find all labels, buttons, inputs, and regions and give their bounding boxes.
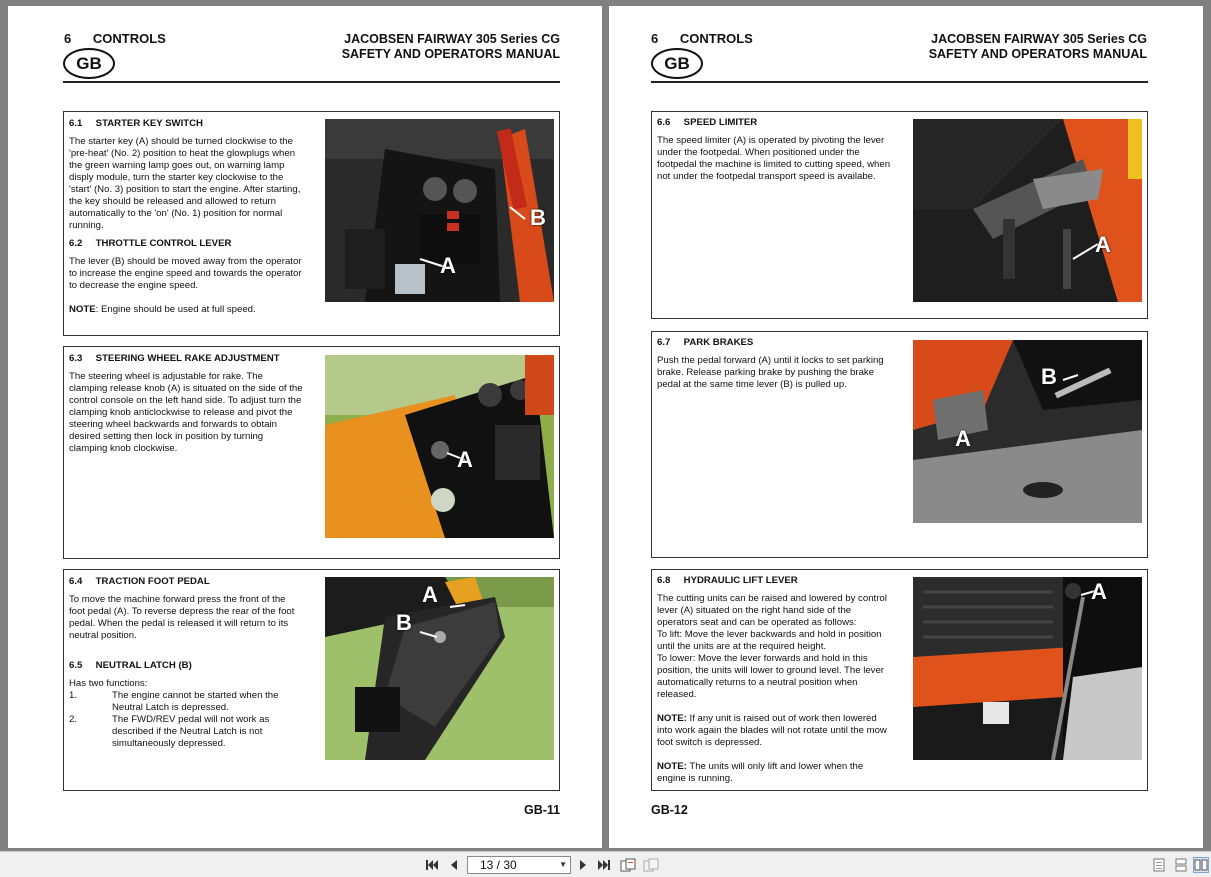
section-box-6-7 <box>651 331 1148 558</box>
section-heading-6-7: 6.7 PARK BRAKES <box>657 337 754 348</box>
page-gb-11 <box>8 6 602 848</box>
photo-label-b: B <box>1041 364 1057 389</box>
section-box-6-4 <box>63 569 560 791</box>
header-rule <box>63 81 560 83</box>
photo-steering-wheel-rake <box>325 355 554 538</box>
photo-label-b: B <box>530 205 546 230</box>
photo-label-a: A <box>457 447 473 472</box>
pages-view-icon <box>620 858 636 872</box>
page-indicator: 13 / 30 <box>480 858 517 872</box>
section-heading-6-4: 6.4 TRACTION FOOT PEDAL <box>69 576 210 587</box>
section-heading-6-3: 6.3 STEERING WHEEL RAKE ADJUSTMENT <box>69 353 280 364</box>
section-body-6-8: The cutting units can be raised and lowered by control lever (A) situated on the right hand side of the operators seat and can be operated as follows: <box>657 593 887 628</box>
note-label: NOTE: <box>657 761 687 772</box>
section-text <box>657 117 891 189</box>
continuous-pages-icon <box>1175 858 1187 872</box>
header-rule <box>651 81 1148 83</box>
section-text <box>69 353 303 461</box>
note-text: The units will only lift and lower when the engine is running. <box>657 761 864 784</box>
gb-badge: GB <box>651 48 703 79</box>
manual-title <box>240 32 560 62</box>
list-text: The engine cannot be started when the Neutral Latch is depressed. <box>112 690 279 713</box>
fit-width-button[interactable] <box>620 857 636 873</box>
list-item <box>69 714 303 750</box>
facing-pages-icon <box>1194 858 1208 872</box>
list-number: 1. <box>69 690 78 701</box>
chapter-heading: 6 CONTROLS <box>651 31 753 46</box>
photo-label-a: A <box>440 253 456 278</box>
photo-starter-key-switch <box>325 119 554 302</box>
section-heading-6-1: 6.1 STARTER KEY SWITCH <box>69 118 203 129</box>
section-text <box>657 337 891 397</box>
page-gb-12 <box>609 6 1203 848</box>
note-text: : Engine should be used at full speed. <box>95 304 256 315</box>
section-body-6-1: The starter key (A) should be turned clockwise to the 'pre-heat' (No. 2) position to heat the glowplugs when the green warning lamp goes out, on warning lamp disply module, turn the starter key clockwise to the 'start' (No. 3) position to start the engine. After starting, the key should be released and allowed to return automatically to the 'on' (No. 1) position for normal running. <box>69 136 301 231</box>
skip-first-icon <box>425 859 439 871</box>
continuous-view-button[interactable] <box>1173 857 1189 873</box>
viewer-toolbar <box>0 851 1211 877</box>
skip-last-icon <box>597 859 611 871</box>
photo-traction-foot-pedal <box>325 577 554 760</box>
single-page-view-button[interactable] <box>1151 857 1167 873</box>
manual-title-line1: JACOBSEN FAIRWAY 305 Series CG <box>931 32 1147 46</box>
manual-title-line1: JACOBSEN FAIRWAY 305 Series CG <box>344 32 560 46</box>
first-page-button[interactable] <box>424 857 440 873</box>
section-body-6-7: Push the pedal forward (A) until it locks to set parking brake. Release parking brake by pushing the brake pedal at the same time lever (B) is pulled up. <box>657 355 884 390</box>
photo-speed-limiter <box>913 119 1142 302</box>
photo-label-a: A <box>955 426 971 451</box>
note-label: NOTE <box>69 304 96 315</box>
section-heading-6-8: 6.8 HYDRAULIC LIFT LEVER <box>657 575 798 586</box>
manual-title-line2: SAFETY AND OPERATORS MANUAL <box>928 47 1147 61</box>
triangle-left-icon <box>449 859 459 871</box>
photo-label-b: B <box>396 610 412 635</box>
section-heading-6-5: 6.5 NEUTRAL LATCH (B) <box>69 660 192 671</box>
manual-title-line2: SAFETY AND OPERATORS MANUAL <box>341 47 560 61</box>
manual-title <box>827 32 1147 62</box>
fit-page-button[interactable] <box>643 857 659 873</box>
section-body-6-6: The speed limiter (A) is operated by pivoting the lever under the footpedal. When positioned under the footpedal the machine is limited to cutting speed, when not under the footpedal transport speed is availabe. <box>657 135 891 182</box>
section-intro-6-5: Has two functions: <box>69 678 148 689</box>
photo-hydraulic-lift-lever <box>913 577 1142 760</box>
note-6-2 <box>69 304 303 316</box>
section-text <box>657 575 891 791</box>
list-text: The FWD/REV pedal will not work as described if the Neutral Latch is not simultaneously depressed. <box>112 714 270 749</box>
section-lift-6-8: To lift: Move the lever backwards and hold in position until the units are at the required height. <box>657 629 882 652</box>
photo-label-a: A <box>422 582 438 607</box>
section-body-6-3: The steering wheel is adjustable for rake. The clamping release knob (A) is situated on the side of the control console on the left hand side. To adjust turn the clamping knob anticlockwise to release and pivot the steering wheel backwards and forwards to obtain desired setting then lock in position by turning clamping knob clockwise. <box>69 371 303 454</box>
section-heading-6-2: 6.2 THROTTLE CONTROL LEVER <box>69 238 232 249</box>
section-lower-6-8: To lower: Move the lever forwards and hold in this position, the units will lower to ground level. The lever automatically returns to a neutral position when released. <box>657 653 884 700</box>
section-box-6-3 <box>63 346 560 559</box>
list-number: 2. <box>69 714 78 725</box>
note-label: NOTE: <box>657 713 687 724</box>
section-text <box>69 576 303 750</box>
section-heading-6-6: 6.6 SPEED LIMITER <box>657 117 758 128</box>
section-body-6-4: To move the machine forward press the front of the foot pedal (A). To reverse depress the rear of the foot pedal. When the pedal is released it will return to its neutral position. <box>69 594 295 641</box>
single-page-icon <box>1153 858 1165 872</box>
note-text: If any unit is raised out of work then lowered into work again the blades will not rotate until the mow foot switch is depressed. <box>657 713 887 748</box>
photo-park-brakes <box>913 340 1142 523</box>
section-text <box>69 118 303 322</box>
chevron-down-icon: ▼ <box>559 860 567 869</box>
page-number: GB-12 <box>651 803 688 817</box>
section-box-6-6 <box>651 111 1148 319</box>
two-page-view-button[interactable] <box>1193 857 1209 873</box>
note-6-8-a <box>657 713 891 749</box>
triangle-right-icon <box>578 859 588 871</box>
next-page-button[interactable] <box>575 857 591 873</box>
photo-label-a: A <box>1091 579 1107 604</box>
photo-label-a: A <box>1095 232 1111 257</box>
gb-badge: GB <box>63 48 115 79</box>
page-number: GB-11 <box>524 803 561 817</box>
last-page-button[interactable] <box>596 857 612 873</box>
section-box-6-1 <box>63 111 560 336</box>
section-box-6-8 <box>651 569 1148 791</box>
list-item <box>69 690 303 714</box>
page-number-select[interactable] <box>467 856 571 874</box>
chapter-heading: 6 CONTROLS <box>64 31 166 46</box>
previous-page-button[interactable] <box>446 857 462 873</box>
pages-view-disabled-icon <box>643 858 659 872</box>
note-6-8-b <box>657 761 891 785</box>
section-body-6-2: The lever (B) should be moved away from the operator to increase the engine speed and towards the operator to decrease the engine speed. <box>69 256 302 291</box>
